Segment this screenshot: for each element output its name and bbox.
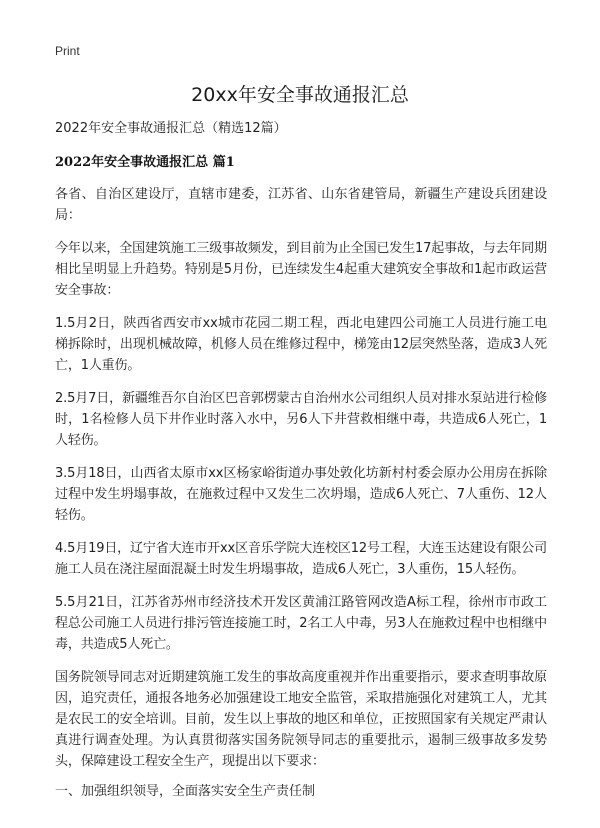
paragraph-incident-1: 1.5月2日，陕西省西安市xx城市花园二期工程，西北电建四公司施工人员进行施工电梯拆除时，出现机械故障，机修人员在维修过程中，梯笼由12层突然坠落，造成3人死亡，1人重伤。 [55, 316, 547, 373]
paragraph-incident-2: 2.5月7日，新疆维吾尔自治区巴音郭楞蒙古自治州水公司组织人员对排水泵站进行检修时，1名检修人员下井作业时落入水中，另6人下井营救相继中毒，共造成6人死亡，1人轻伤。 [55, 391, 547, 448]
document-title: 20xx年安全事故通报汇总 [191, 84, 409, 106]
paragraph-incident-5: 5.5月21日，江苏省苏州市经济技术开发区黄浦江路管网改造A标工程，徐州市市政工程总公司施工人员进行排污管连接施工时，2名工人中毒，另3人在施救过程中也相继中毒，共造成5人死亡。 [55, 595, 547, 652]
article-heading: 2022年安全事故通报汇总 篇1 [55, 155, 235, 170]
paragraph-overview: 今年以来，全国建筑施工三级事故频发，到目前为止全国已发生17起事故，与去年同期相比呈明显上升趋势。特别是5月份，已连续发生4起重大建筑安全事故和1起市政运营安全事故： [55, 241, 547, 298]
paragraph-directive: 国务院领导同志对近期建筑施工发生的事故高度重视并作出重要指示，要求查明事故原因，追究责任，通报各地务必加强建设工地安全监管，采取措施强化对建筑工人，尤其是农民工的安全培训。目前，发生以上事故的地区和单位，正按照国家有关规定严肃认真进行调查处理。为认真贯彻落实国务院领导同志的重要批示，遏制三级事故多发势头，保障建设工程安全生产，现提出以下要求： [55, 670, 547, 769]
document-subtitle: 2022年安全事故通报汇总（精选12篇） [55, 121, 287, 136]
document-body [55, 120, 547, 802]
paragraph-incident-4: 4.5月19日，辽宁省大连市开xx区音乐学院大连校区12号工程，大连玉达建设有限公司施工人员在浇注屋面混凝土时发生坍塌事故，造成6人死亡，3人重伤，15人轻伤。 [55, 541, 547, 577]
print-label: Print [55, 44, 80, 58]
paragraph-incident-3: 3.5月18日，山西省太原市xx区杨家峪街道办事处敦化坊新村村委会原办公用房在拆除过程中发生坍塌事故，在施救过程中又发生二次坍塌，造成6人死亡、7人重伤、12人轻伤。 [55, 466, 547, 523]
paragraph-salutation: 各省、自治区建设厅，直辖市建委，江苏省、山东省建管局，新疆生产建设兵团建设局： [55, 187, 547, 223]
section-heading: 一、加强组织领导，全面落实安全生产责任制 [55, 784, 316, 799]
